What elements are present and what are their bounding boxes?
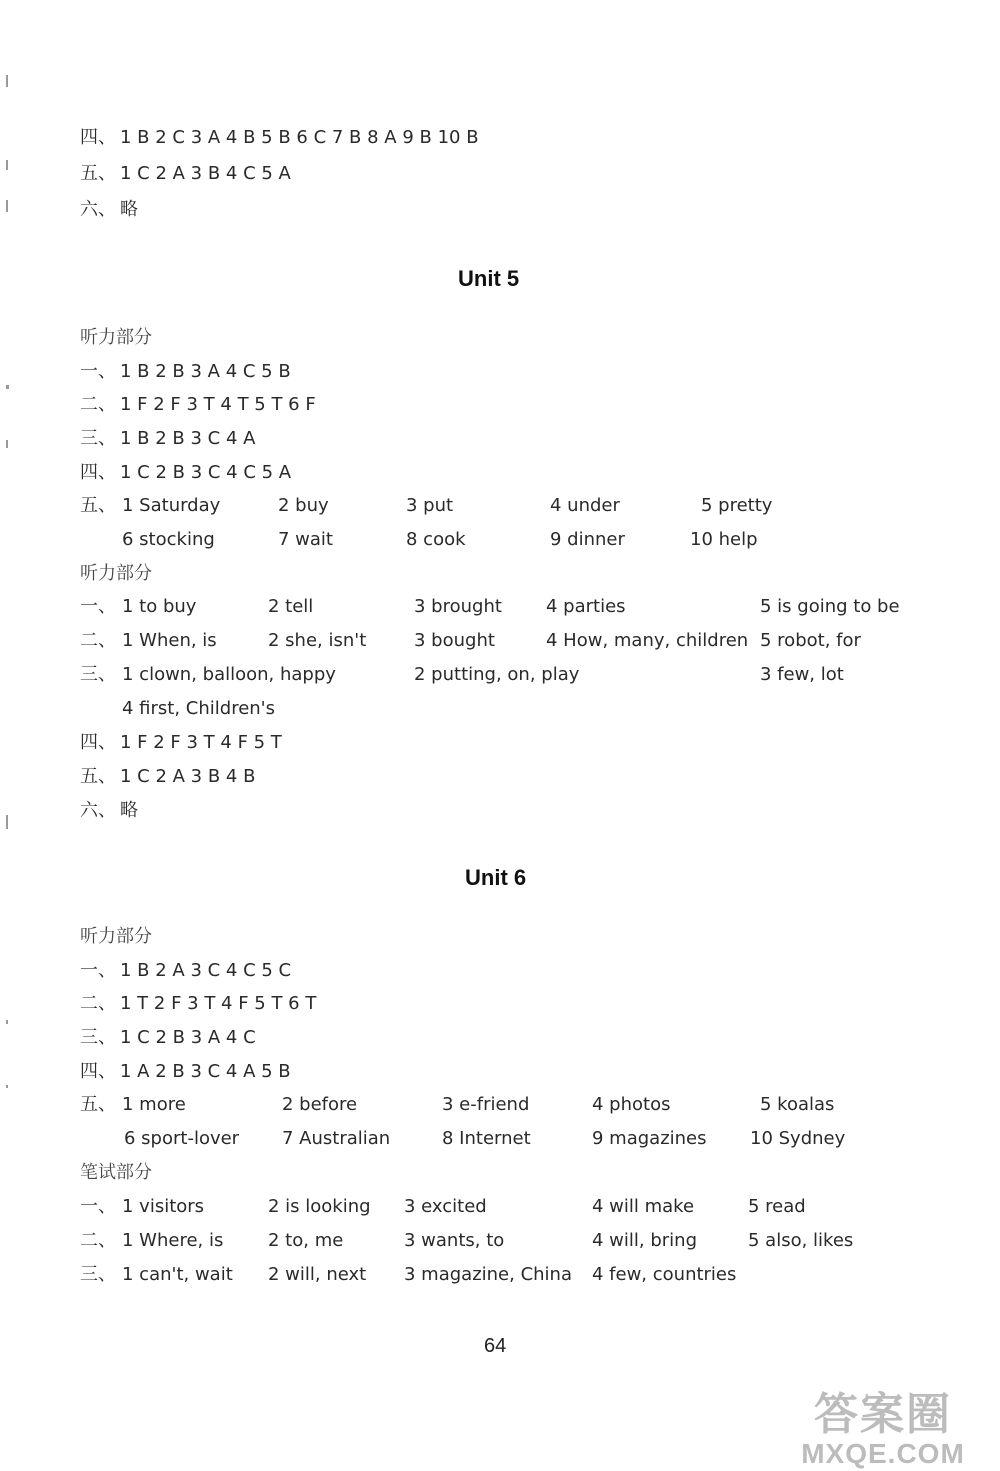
answer-line <box>80 424 255 454</box>
watermark <box>788 1378 978 1470</box>
answer-line <box>80 525 900 555</box>
section-title: 听力部分 <box>80 926 152 947</box>
answer-item: 10 help <box>690 529 758 550</box>
question-label: 三、 <box>80 1264 116 1285</box>
answer-line <box>80 1260 900 1290</box>
answer-item: 1 When, is <box>122 630 217 651</box>
answer-text: 1 C 2 A 3 B 4 B <box>120 766 256 787</box>
answer-item: 1 to buy <box>122 596 197 617</box>
question-label: 一、 <box>80 361 116 382</box>
answer-item: 9 dinner <box>550 529 625 550</box>
answer-line <box>80 491 900 521</box>
margin-mark <box>6 385 9 389</box>
answer-line <box>80 1057 291 1087</box>
answer-line <box>80 195 138 225</box>
question-label: 五、 <box>80 766 116 787</box>
question-label: 一、 <box>80 1196 116 1217</box>
question-label: 二、 <box>80 394 116 415</box>
answer-line <box>80 159 291 189</box>
answer-item: 4 photos <box>592 1094 671 1115</box>
answer-item: 8 cook <box>406 529 466 550</box>
question-label: 四、 <box>80 732 116 753</box>
answer-text: 1 B 2 B 3 C 4 A <box>120 428 256 449</box>
answer-line <box>80 592 920 622</box>
answer-line <box>80 458 291 488</box>
answer-item: 5 is going to be <box>760 596 900 617</box>
answer-text: 1 F 2 F 3 T 4 T 5 T 6 F <box>120 394 316 415</box>
answer-item: 2 will, next <box>268 1264 367 1285</box>
answer-text: 1 C 2 A 3 B 4 C 5 A <box>120 163 291 184</box>
page-number: 64 <box>484 1335 507 1357</box>
answer-item: 4 will, bring <box>592 1230 698 1251</box>
answer-text: 1 A 2 B 3 C 4 A 5 B <box>120 1061 291 1082</box>
answer-item: 3 brought <box>414 596 502 617</box>
question-label: 二、 <box>80 993 116 1014</box>
margin-mark <box>6 1085 8 1088</box>
answer-line <box>80 694 920 724</box>
answer-item: 5 also, likes <box>748 1230 854 1251</box>
answer-line <box>80 989 316 1019</box>
answer-item: 4 first, Children's <box>122 698 276 719</box>
answer-item: 4 under <box>550 495 620 516</box>
answer-item: 2 to, me <box>268 1230 344 1251</box>
answer-item: 3 wants, to <box>404 1230 505 1251</box>
question-label: 四、 <box>80 127 116 148</box>
answer-item: 2 tell <box>268 596 314 617</box>
answer-item: 2 putting, on, play <box>414 664 580 685</box>
answer-item: 2 buy <box>278 495 329 516</box>
answer-text: 1 C 2 B 3 A 4 C <box>120 1027 256 1048</box>
unit-title: Unit 6 <box>465 865 527 890</box>
margin-mark <box>6 440 8 448</box>
answer-item: 1 visitors <box>122 1196 205 1217</box>
answer-line <box>80 728 282 758</box>
watermark-logo-text: 答案圈 <box>814 1390 952 1439</box>
answer-item: 4 few, countries <box>592 1264 737 1285</box>
answer-line <box>80 762 255 792</box>
answer-item: 7 Australian <box>282 1128 391 1149</box>
answer-item: 1 clown, balloon, happy <box>122 664 336 685</box>
answer-item: 5 pretty <box>701 495 773 516</box>
answer-item: 4 parties <box>546 596 626 617</box>
watermark-url: MXQE.COM <box>801 1438 965 1469</box>
answer-item: 2 before <box>282 1094 358 1115</box>
answer-text: 略 <box>120 199 138 220</box>
question-label: 四、 <box>80 1061 116 1082</box>
answer-line <box>80 1124 900 1154</box>
margin-mark <box>6 200 8 212</box>
answer-text: 1 C 2 B 3 C 4 C 5 A <box>120 462 292 483</box>
answer-item: 5 read <box>748 1196 806 1217</box>
answer-line <box>80 796 138 826</box>
answer-item: 5 robot, for <box>760 630 861 651</box>
question-label: 一、 <box>80 596 116 617</box>
margin-mark <box>6 75 8 87</box>
question-label: 二、 <box>80 1230 116 1251</box>
answer-item: 4 How, many, children <box>546 630 749 651</box>
answer-line <box>80 390 316 420</box>
question-label: 五、 <box>80 495 116 516</box>
answer-item: 3 e-friend <box>442 1094 530 1115</box>
margin-mark <box>6 815 8 829</box>
answer-item: 1 more <box>122 1094 186 1115</box>
answer-line <box>80 626 920 656</box>
answer-line <box>80 1226 900 1256</box>
margin-mark <box>6 1020 8 1024</box>
answer-item: 10 Sydney <box>750 1128 846 1149</box>
answer-text: 1 B 2 C 3 A 4 B 5 B 6 C 7 B 8 A 9 B 10 B <box>120 127 479 148</box>
section-title: 笔试部分 <box>80 1162 152 1183</box>
answer-item: 3 excited <box>404 1196 487 1217</box>
answer-item: 2 is looking <box>268 1196 371 1217</box>
question-label: 一、 <box>80 960 116 981</box>
answer-item: 3 put <box>406 495 454 516</box>
question-label: 三、 <box>80 664 116 685</box>
answer-item: 6 sport-lover <box>124 1128 240 1149</box>
section-title: 听力部分 <box>80 327 152 348</box>
answer-line <box>80 1023 256 1053</box>
answer-line <box>80 357 291 387</box>
answer-item: 8 Internet <box>442 1128 531 1149</box>
answer-item: 6 stocking <box>122 529 215 550</box>
answer-line <box>80 123 479 153</box>
answer-item: 4 will make <box>592 1196 695 1217</box>
answer-item: 1 Saturday <box>122 495 221 516</box>
answer-line <box>80 1192 900 1222</box>
question-label: 六、 <box>80 800 116 821</box>
question-label: 五、 <box>80 1094 116 1115</box>
question-label: 三、 <box>80 1027 116 1048</box>
answer-item: 1 can't, wait <box>122 1264 233 1285</box>
answer-item: 9 magazines <box>592 1128 707 1149</box>
section-title: 听力部分 <box>80 563 152 584</box>
answer-item: 3 bought <box>414 630 495 651</box>
answer-text: 1 B 2 B 3 A 4 C 5 B <box>120 361 291 382</box>
answer-item: 7 wait <box>278 529 333 550</box>
answer-text: 略 <box>120 800 138 821</box>
answer-text: 1 B 2 A 3 C 4 C 5 C <box>120 960 292 981</box>
answer-text: 1 F 2 F 3 T 4 F 5 T <box>120 732 282 753</box>
question-label: 六、 <box>80 199 116 220</box>
margin-mark <box>6 160 8 170</box>
answer-line <box>80 956 291 986</box>
unit-title: Unit 5 <box>458 266 520 291</box>
answer-item: 2 she, isn't <box>268 630 367 651</box>
answer-item: 3 few, lot <box>760 664 844 685</box>
question-label: 五、 <box>80 163 116 184</box>
question-label: 三、 <box>80 428 116 449</box>
question-label: 四、 <box>80 462 116 483</box>
answer-text: 1 T 2 F 3 T 4 F 5 T 6 T <box>120 993 317 1014</box>
answer-item: 3 magazine, China <box>404 1264 572 1285</box>
question-label: 二、 <box>80 630 116 651</box>
answer-line <box>80 660 920 690</box>
answer-item: 5 koalas <box>760 1094 835 1115</box>
answer-line <box>80 1090 900 1120</box>
answer-item: 1 Where, is <box>122 1230 224 1251</box>
